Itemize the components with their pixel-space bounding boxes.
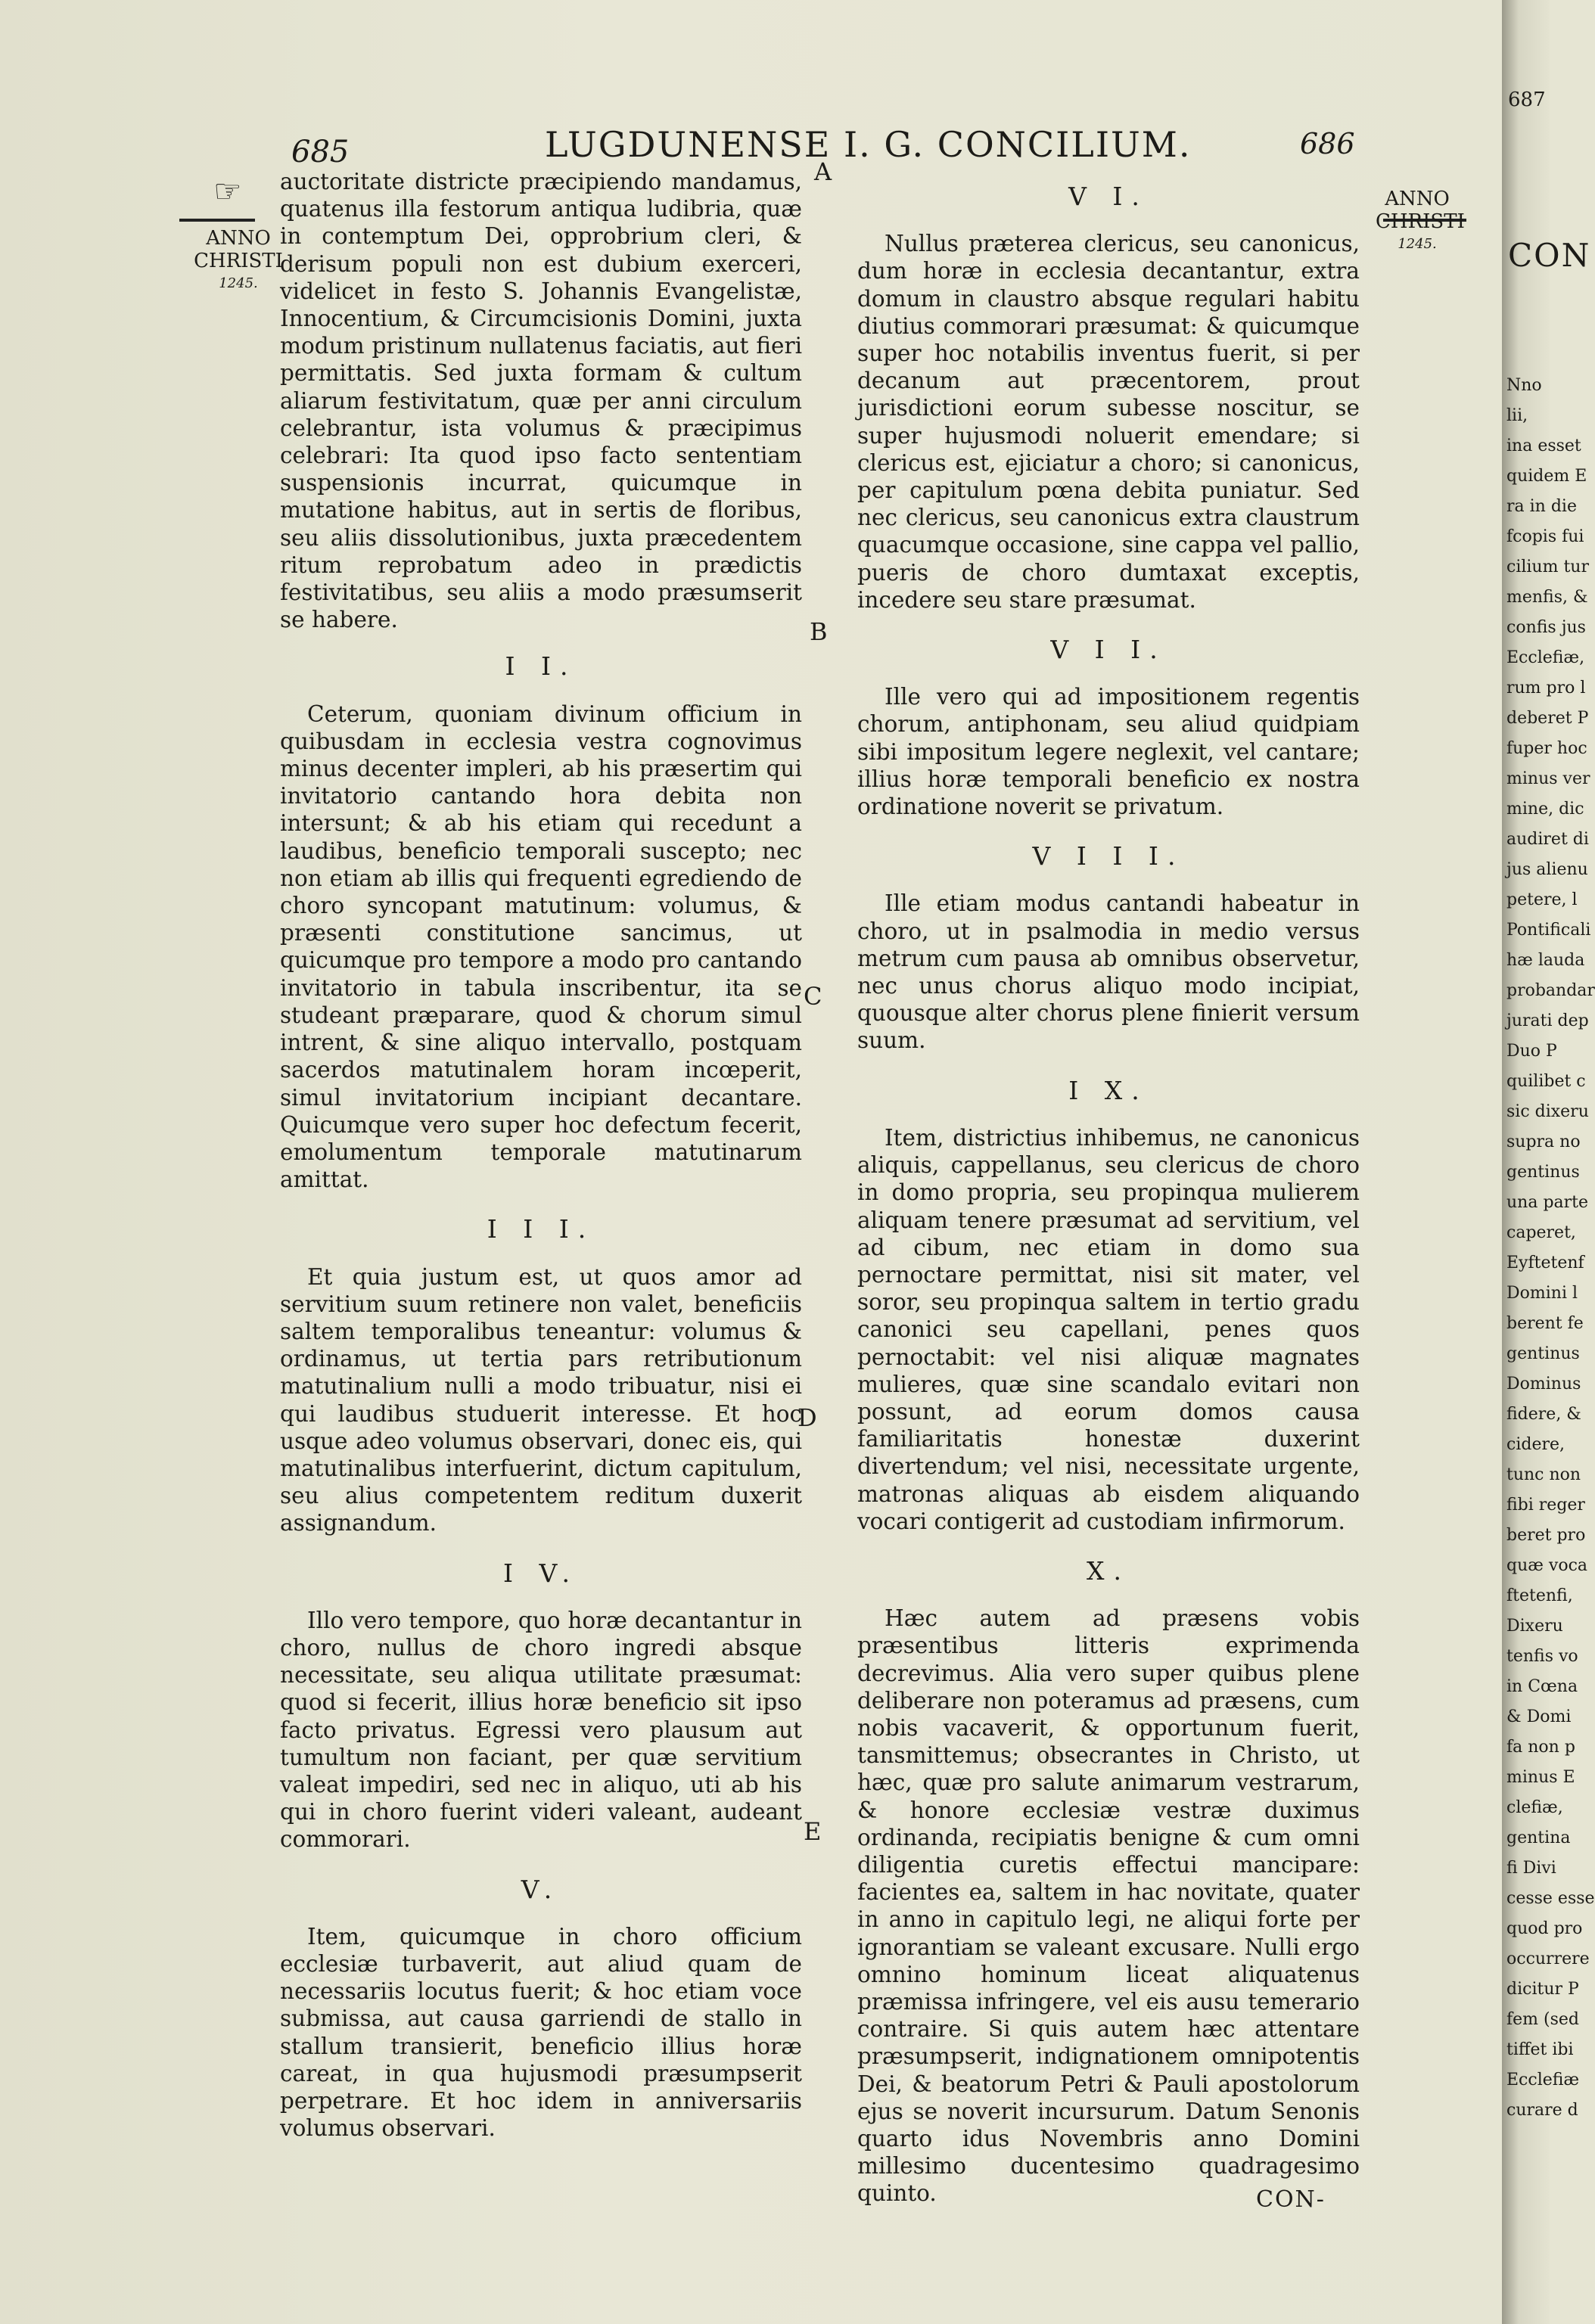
next-page-line-fragment: fuper hoc: [1506, 739, 1587, 758]
next-page-line-fragment: fi Divi: [1506, 1859, 1556, 1878]
christi-label: CHRISTI: [1376, 210, 1465, 233]
next-page-line-fragment: Ecclefiæ: [1506, 2071, 1580, 2089]
next-page-title-fragment: CON: [1508, 237, 1591, 274]
margin-note-right: [1376, 188, 1465, 256]
next-page-line-fragment: gentina: [1506, 1828, 1571, 1847]
running-title: LUGDUNENSE I. G. CONCILIUM.: [545, 124, 1192, 165]
next-page-line-fragment: tunc non: [1506, 1465, 1581, 1484]
next-page-line-fragment: gentinus: [1506, 1344, 1580, 1363]
left-column: [280, 168, 802, 2142]
next-page-line-fragment: menfis, &: [1506, 588, 1588, 607]
section-heading: V.: [521, 1874, 561, 1904]
section-heading: X.: [1087, 1555, 1130, 1586]
next-page-line-fragment: gentinus: [1506, 1163, 1580, 1182]
next-page-line-fragment: una parte: [1506, 1193, 1589, 1212]
section-heading: V I I I.: [1032, 841, 1185, 872]
next-page-line-fragment: ftetenfi,: [1506, 1586, 1573, 1605]
page-header: [0, 120, 1502, 169]
margin-note-left: [193, 227, 284, 295]
next-page-line-fragment: fem (sed: [1506, 2010, 1579, 2029]
section-heading: V I.: [1068, 182, 1149, 211]
section-heading: I I.: [505, 651, 577, 682]
next-page-line-fragment: rum pro l: [1506, 679, 1586, 698]
next-page-line-fragment: sic dixeru: [1506, 1102, 1589, 1121]
next-page-line-fragment: & Domi: [1506, 1707, 1572, 1726]
next-page-line-fragment: cesse esse: [1506, 1889, 1595, 1908]
next-page-line-fragment: audiret di: [1506, 830, 1589, 849]
section-text: Nullus præterea clericus, seu canonicus, dum horæ in ecclesia decantantur, extra domum in claustro absque regulari habitu diutius commorari præsumat: & quicumque super hoc notabilis inventus fuerit, si per decanum aut præcentorem, prout jurisdictioni eorum subesse noscitur, se super hujusmodi noluerit emendare; si clericus est, ejiciatur a choro; si canonicus, per capitulum pœna debita puniatur. Sed nec clericus, seu canonicus extra claustrum quacumque occasione, sine cappa vel pallio, pueris de choro dumtaxat exceptis, incedere seu stare præsumat.: [857, 231, 1360, 613]
section-text: Et quia justum est, ut quos amor ad servitium suum retinere non valet, beneficiis saltem temporalibus teneantur: volumus & ordinamus, ut tertia pars retributionum matutinalium nulli a modo tribuatur, nisi ei qui laudibus studuerit interesse. Et hoc usque adeo volumus observari, donec eis, qui matutinalibus interfuerint, dictum capitulum, seu alius competentem reditum duxerit assignandum.: [280, 1263, 802, 1536]
next-page-line-fragment: cilium tur: [1506, 558, 1589, 576]
section-text: Hæc autem ad præsens vobis præsentibus litteris exprimenda decrevimus. Alia vero super quibus plene deliberare non poteramus ad præsens, cum nobis vacaverit, & opportunum fuerit, tansmittemus; obsecrantes in Christo, ut hæc, quæ pro salute animarum vestrarum, & honore ecclesiæ vestræ duximus ordinanda, recipiatis benigne & cum omni diligentia curetis effectui mancipare: facientes ea, saltem in hac novitate, quater in anno in capitulo legi, ne aliqui forte per ignorantiam se valeant excusare. Nulli ergo omnino hominum liceat aliquatenus præmissa infringere, vel eis ausu temerario contraire. Si quis autem hæc attentare præsumpserit, indignationem omnipotentis Dei, & beatorum Petri & Pauli apostolorum ejus se noverit incursurum. Datum Senonis quarto idus Novembris anno Domini millesimo ducentesimo quadragesimo quinto.: [857, 1605, 1360, 2207]
section-marker-c: C: [804, 982, 822, 1011]
next-page-line-fragment: jurati dep: [1506, 1011, 1589, 1030]
section-marker-e: E: [804, 1817, 822, 1846]
page-number-right: 686: [1300, 127, 1355, 160]
intro-paragraph: auctoritate districte præcipiendo mandamus, quatenus illa festorum antiqua ludibria, quæ in contemptum Dei, opprobrium cleri, & derisum populi non est dubium exerceri, videlicet in festo S. Johannis Evangelistæ, Innocentium, & Circumcisionis Domini, juxta modum pristinum nullatenus faciatis, aut fieri permittatis. Sed juxta formam & cultum aliarum festivitatum, quæ per anni circulum celebrantur, ista volumus & præcipimus celebrari: Ita quod ipso facto sententiam suspensionis incurrat, quicumque in mutatione habitus, aut in sertis de floribus, seu aliis dissolutionibus, juxta præcedentem ritum reprobatum adeo in prædictis festivitatibus, seu aliis a modo præsumserit se habere.: [280, 169, 802, 633]
christi-label: CHRISTI: [194, 250, 283, 272]
next-page-line-fragment: quod pro: [1506, 1919, 1583, 1938]
pointing-hand-icon: ☞: [213, 172, 242, 210]
next-page-line-fragment: fibi reger: [1506, 1496, 1585, 1515]
next-page-line-fragment: lii,: [1506, 406, 1528, 425]
next-page-edge: [1502, 0, 1595, 2324]
next-page-line-fragment: minus ver: [1506, 769, 1590, 788]
margin-rule-left: [179, 219, 255, 222]
next-page-line-fragment: Domini l: [1506, 1284, 1578, 1303]
right-column: [857, 168, 1360, 2207]
section-marker-a: A: [814, 157, 832, 186]
next-page-line-fragment: beret pro: [1506, 1526, 1586, 1545]
next-page-line-fragment: Duo P: [1506, 1042, 1557, 1061]
next-page-line-fragment: curare d: [1506, 2101, 1578, 2120]
next-page-line-fragment: Dixeru: [1506, 1617, 1563, 1636]
catchword: CON-: [1256, 2186, 1326, 2213]
next-page-line-fragment: supra no: [1506, 1132, 1581, 1151]
next-page-line-fragment: in Cœna: [1506, 1677, 1578, 1696]
year-label: 1245.: [219, 275, 258, 291]
next-page-line-fragment: minus E: [1506, 1768, 1575, 1787]
section-heading: I I I.: [487, 1214, 595, 1244]
next-page-number: 687: [1508, 89, 1546, 111]
next-page-line-fragment: fa non p: [1506, 1738, 1575, 1757]
next-page-line-fragment: clefiæ,: [1506, 1798, 1563, 1817]
page-number-left: 685: [291, 135, 350, 169]
next-page-line-fragment: tenfis vo: [1506, 1647, 1578, 1666]
next-page-line-fragment: fcopis fui: [1506, 527, 1584, 546]
year-label: 1245.: [1398, 236, 1437, 252]
anno-label: ANNO: [1385, 188, 1450, 210]
next-page-line-fragment: Ecclefiæ,: [1506, 648, 1585, 667]
next-page-line-fragment: dicitur P: [1506, 1980, 1579, 1999]
anno-label: ANNO: [206, 227, 271, 250]
section-marker-d: D: [798, 1403, 817, 1432]
next-page-line-fragment: confis jus: [1506, 618, 1586, 637]
next-page-line-fragment: Pontificali: [1506, 921, 1591, 940]
next-page-line-fragment: quæ voca: [1506, 1556, 1588, 1575]
next-page-line-fragment: caperet,: [1506, 1223, 1576, 1242]
next-page-line-fragment: Nno: [1506, 376, 1542, 395]
next-page-line-fragment: berent fe: [1506, 1314, 1584, 1333]
section-marker-b: B: [810, 617, 828, 646]
section-text: Item, districtius inhibemus, ne canonicus aliquis, cappellanus, seu clericus de choro in domo propria, seu propinqua mulierem aliquam tenere præsumat ad servitium, vel ad cibum, nec etiam in domo sua pernoctare permittat, nisi sit mater, vel soror, seu propinqua saltem in tertio gradu canonici seu capellani, penes quos pernoctabit: vel nisi aliquæ magnates mulieres, quæ sine scandalo evitari non possunt, ad eorum domos causa familiaritatis honestæ duxerint divertendum; vel nisi, necessitate urgente, matronas aliquas ab eisdem aliquando vocari contigerit ad custodiam infirmorum.: [857, 1124, 1360, 1534]
section-text: Item, quicumque in choro officium ecclesiæ turbaverit, aut aliud quam de necessariis locutus fuerit; & hoc etiam voce submissa, aut causa garriendi de stallo in stallum transierit, beneficio illius horæ careat, in qua hujusmodi præsumpserit perpetrare. Et hoc idem in anniversariis volumus observari.: [280, 1923, 802, 2142]
next-page-line-fragment: petere, l: [1506, 890, 1578, 909]
section-text: Illo vero tempore, quo horæ decantantur in choro, nullus de choro ingredi absque necessitate, seu aliqua utilitate præsumat: quod si fecerit, illius horæ beneficio sit ipso facto privatus. Egressi vero plausum aut tumultum non faciant, per quæ servitium valeat impediri, sed nec in aliquo, uti ab his qui in choro fuerint videri valeant, audeant commorari.: [280, 1607, 802, 1853]
section-heading: I X.: [1068, 1075, 1149, 1105]
next-page-line-fragment: jus alienu: [1506, 860, 1588, 879]
section-heading: I V.: [502, 1558, 580, 1588]
next-page-line-fragment: probandar: [1506, 981, 1595, 1000]
next-page-text-fragments: [1506, 371, 1595, 2126]
next-page-line-fragment: ina esset: [1506, 437, 1581, 455]
section-text: Ille etiam modus cantandi habeatur in choro, ut in psalmodia in medio versus metrum cum pausa ab omnibus observetur, nec unus chorus aliquo modo incipiat, quousque alter chorus plene finierit versum suum.: [857, 890, 1360, 1054]
next-page-line-fragment: fidere, &: [1506, 1405, 1581, 1424]
section-text: Ille vero qui ad impositionem regentis chorum, antiphonam, seu aliud quidpiam sibi impositum legere neglexit, vel cantare; illius horæ temporali beneficio ex nostra ordinatione noverit se privatum.: [857, 684, 1360, 820]
next-page-line-fragment: deberet P: [1506, 709, 1589, 728]
section-text: Ceterum, quoniam divinum officium in quibusdam in ecclesia vestra cognovimus minus decenter impleri, ab his præsertim qui invitatorio cantando hora debita non intersunt; & ab his etiam qui recedunt a laudibus, beneficio temporali suscepto; nec non etiam ab illis qui frequenti egrediendo de choro syncopant matutinum: volumus, & præsenti constitutione sancimus, ut quicumque pro tempore a modo pro cantando invitatorio in tabula inscribentur, ita se studeant præparare, quod & chorum simul intrent, & sine aliquo intervallo, postquam sacerdos matutinalem horam incœperit, simul invitatorium incipiant decantare. Quicumque vero super hoc defectum fecerit, emolumentum temporale matutinarum amittat.: [280, 701, 802, 1193]
next-page-line-fragment: quidem E: [1506, 467, 1587, 486]
next-page-line-fragment: cidere,: [1506, 1435, 1565, 1454]
next-page-line-fragment: tiffet ibi: [1506, 2040, 1574, 2059]
section-heading: V I I.: [1050, 635, 1167, 665]
next-page-line-fragment: quilibet c: [1506, 1072, 1586, 1091]
next-page-line-fragment: occurrere: [1506, 1950, 1590, 1968]
next-page-line-fragment: ra in die: [1506, 497, 1577, 516]
next-page-line-fragment: mine, dic: [1506, 800, 1584, 819]
next-page-line-fragment: hæ lauda: [1506, 951, 1585, 970]
next-page-line-fragment: Eyftetenf: [1506, 1254, 1584, 1272]
next-page-line-fragment: Dominus: [1506, 1375, 1581, 1393]
